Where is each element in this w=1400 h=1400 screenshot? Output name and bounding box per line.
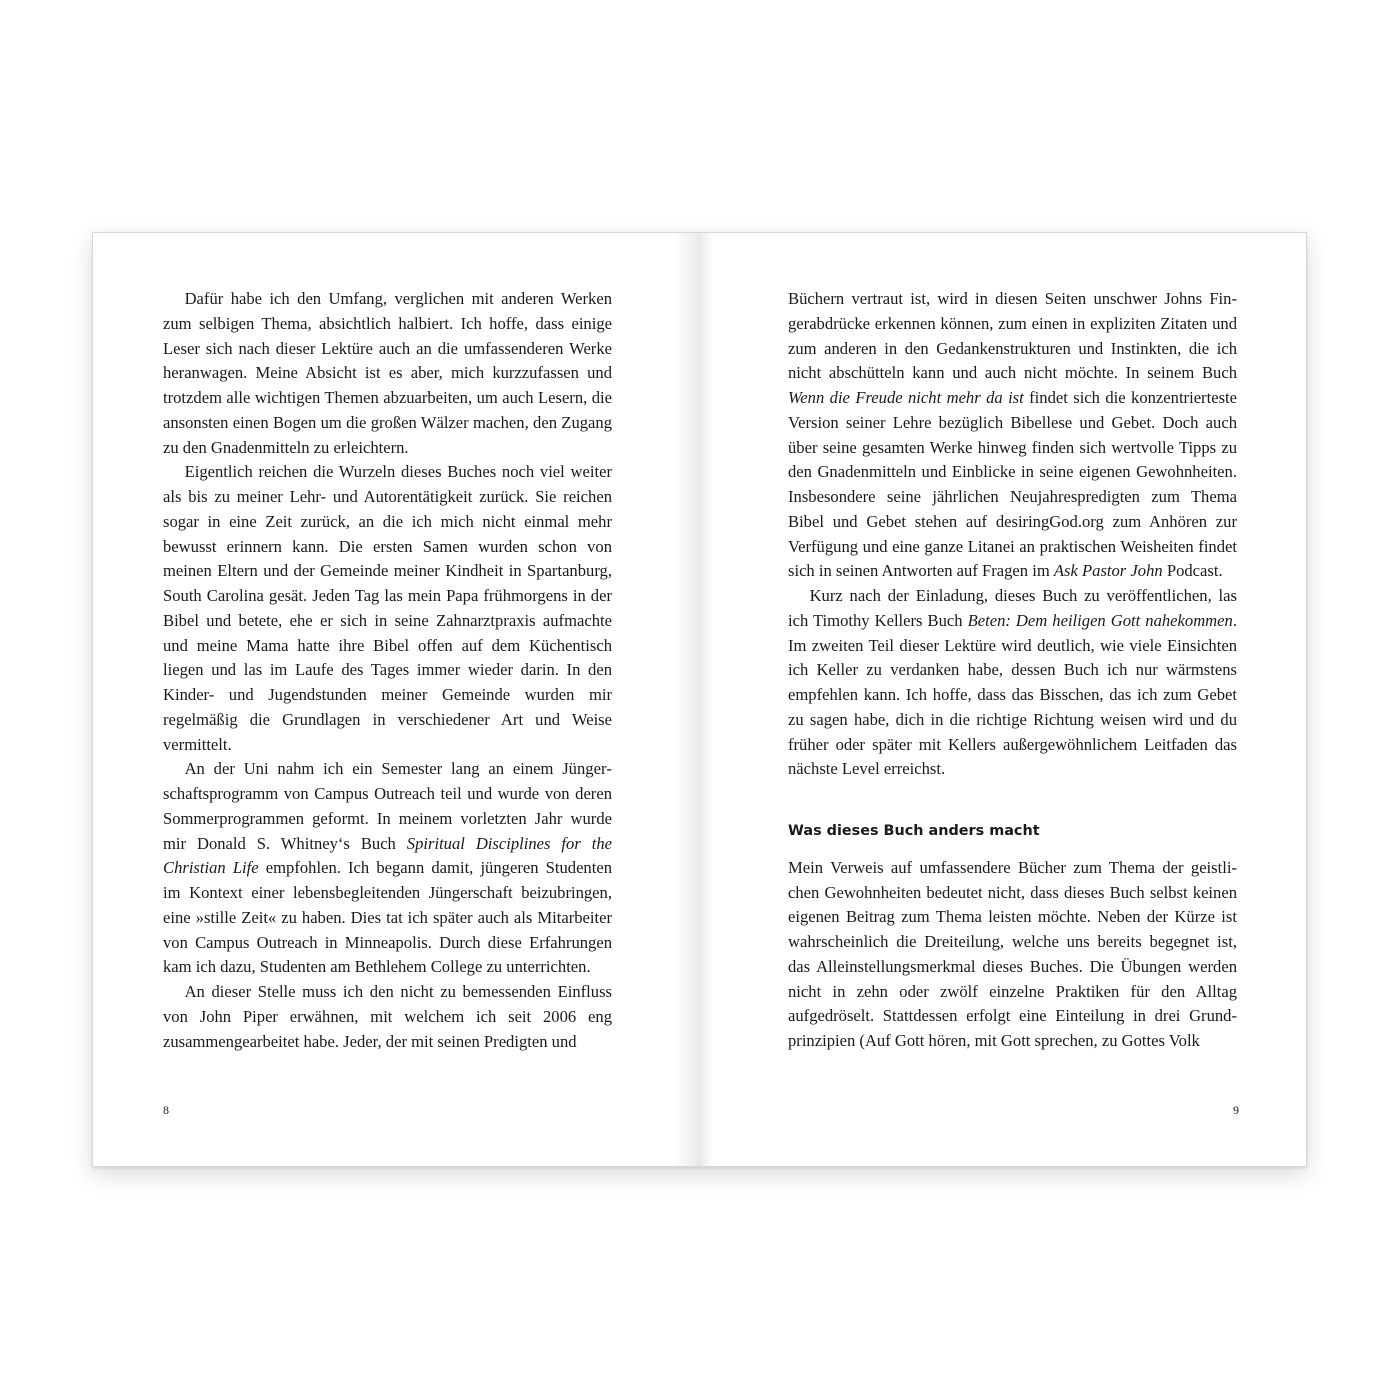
paragraph (788, 584, 1237, 782)
left-page (92, 232, 698, 1167)
text-run: Dafür habe ich den Umfang, verglichen mit anderen Werken zum selbigen Thema, absichtlich halbiert. Ich hoffe, dass einige Leser sich nach dieser Lektüre auch an die umfassenderen Werke heranwagen. Meine Absicht ist es aber, mich kurzzufassen und trotzdem alle wichtigen Themen abzuarbeiten, um auch Lesern, die ansonsten einen Bogen um die großen Wälzer machen, den Zugang zu den Gnadenmitteln zu erleichtern. (163, 289, 612, 457)
book-title-italic: Beten: Dem heiligen Gott nahekommen (967, 610, 1233, 630)
text-run: Mein Verweis auf umfassendere Bücher zum Thema der geistlichen Gewohnheiten bedeutet nicht, dass dieses Buch selbst keinen eigenen Beitrag zum Thema leisten möchte. Neben der Kürze ist wahrscheinlich die Dreiteilung, welche uns bereits begegnet ist, das Alleinstellungsmerkmal dieses Buches. Die Übungen werden nicht in zehn oder zwölf einzelne Praktiken für den Alltag aufgedröselt. Stattdessen erfolgt eine Einteilung in drei Grundprinzipien (Auf Gott hören, mit Gott sprechen, zu Gottes Volk (788, 857, 1237, 1050)
text-run: An der Uni nahm ich ein Semester lang an einem Jüngerschaftsprogramm von Campus Outreach teil und wurde von deren Sommerprogrammen geformt. In meinem vorletzten Jahr wurde mir Donald S. Whitney‘s Buch (163, 759, 612, 853)
text-run: empfohlen. Ich begann damit, jüngeren Studenten im Kontext einer lebensbegleitenden Jüngerschaft beizubringen, eine »stille Zeit« zu haben. Dies tat ich später auch als Mitarbeiter von Campus Outreach in Minneapolis. Durch diese Erfahrungen kam ich dazu, Studenten am Bethlehem College zu unterrichten. (163, 858, 613, 977)
paragraph (163, 757, 612, 980)
text-run: Büchern vertraut ist, wird in diesen Seiten unschwer Johns Fingerabdrücke erkennen können, zum einen in expliziten Zitaten und zum anderen in den Gedankenstrukturen und Instinkten, die ich nicht abschütteln kann und auch nicht möchte. In seinem Buch (788, 289, 1237, 383)
paragraph (163, 460, 612, 757)
left-page-text (163, 287, 612, 1054)
text-run: Podcast. (1162, 561, 1223, 581)
right-page (698, 232, 1307, 1167)
book-spread (92, 232, 1307, 1167)
text-run: Eigentlich reichen die Wurzeln dieses Buches noch viel weiter als bis zu meiner Lehr- und Autorentätigkeit zurück. Sie reichen sogar in eine Zeit zurück, an die ich mich nicht einmal mehr bewusst erinnern kann. Die ersten Samen wurden schon von meinen Eltern und der Gemeinde meiner Kindheit in Spartanburg, South Carolina gesät. Jeden Tag las mein Papa frühmorgens in der Bibel und betete, ehe er sich in seine Zahnarztpraxis aufmachte und meine Mama hatte ihre Bibel offen auf dem Küchentisch liegen und las im Laufe des Tages immer wieder darin. In den Kinder- und Jugendstunden meiner Gemeinde wurden mir regelmäßig die Grundlagen in verschiedener Art und Weise vermittelt. (163, 462, 612, 754)
book-title-italic: Ask Pastor John (1053, 561, 1163, 581)
book-title-italic: Wenn die Freude nicht mehr da ist (788, 388, 1024, 407)
text-run: Kurz nach der Einladung, dieses Buch zu veröffentlichen, las ich Timothy Kellers Buch (788, 586, 1237, 630)
page-number-left: 8 (163, 1103, 169, 1117)
text-run: findet sich die konzentrierteste Version seiner Lehre bezüglich Bibellese und Gebet. Doch auch über seine gesamten Werke hinweg finden sich wertvolle Tipps zu den Gnadenmitteln und Einblicke in seine eigenen Gewohnheiten. Insbesondere seine jährlichen Neujahrespredigten zum Thema Bibel und Gebet stehen auf desiringGod.org zum Anhören zur Verfügung und eine ganze Litanei an praktischen Weisheiten findet sich in seinen Antworten auf Fragen im (788, 388, 1237, 581)
right-page-text (788, 287, 1237, 1054)
text-run: . Im zweiten Teil dieser Lektüre wird deutlich, wie viele Einsichten ich Keller zu verdanken habe, dessen Buch ich nur wärmstens empfehlen kann. Ich hoffe, dass das Bisschen, das ich zum Gebet zu sagen habe, dich in die richtige Richtung weisen wird und du früher oder später mit Kellers außergewöhnlichem Leitfaden das nächste Level erreichst. (788, 610, 1237, 779)
book-title-italic: Spiritual Disciplines for the Christian Life (163, 833, 612, 878)
section-heading: Was dieses Buch anders macht (788, 823, 1040, 839)
paragraph (788, 287, 1237, 584)
page-number-right: 9 (1233, 1103, 1239, 1117)
paragraph (163, 287, 612, 460)
text-run: An dieser Stelle muss ich den nicht zu bemessenden Einfluss von John Piper erwähnen, mit welchem ich seit 2006 eng zusammengearbeitet habe. Jeder, der mit seinen Predigten und (163, 982, 612, 1051)
paragraph (788, 856, 1237, 1054)
paragraph (163, 980, 612, 1054)
